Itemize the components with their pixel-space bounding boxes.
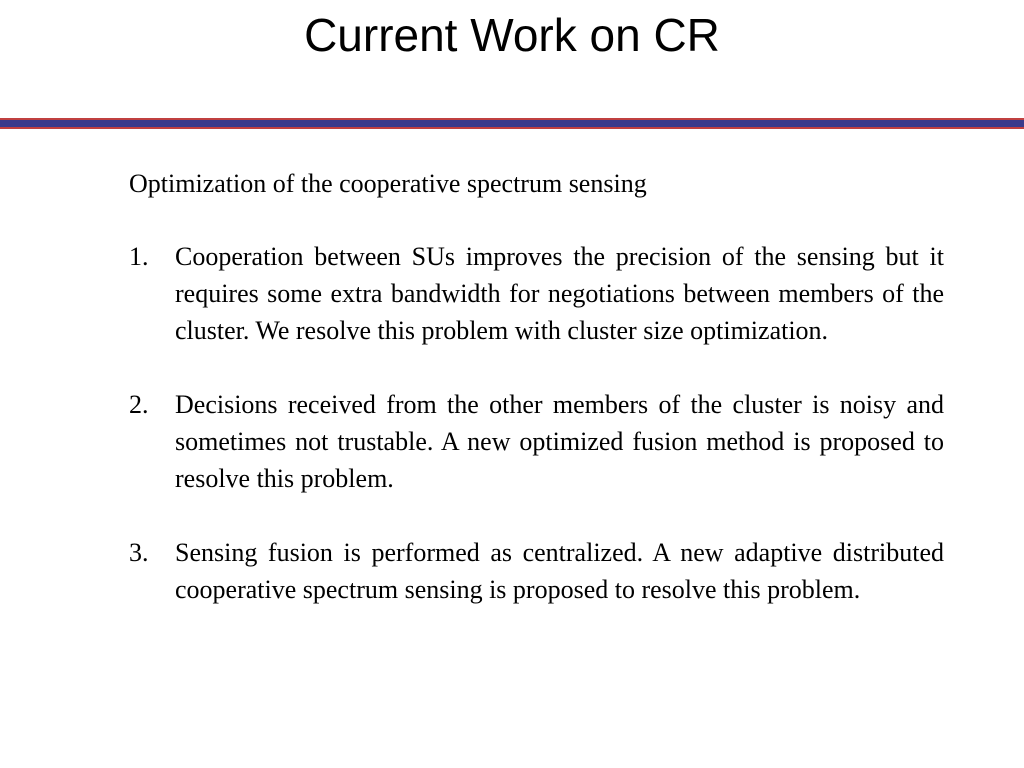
intro-text: Optimization of the cooperative spectrum sensing bbox=[129, 169, 647, 198]
list-item-text: Cooperation between SUs improves the precision of the sensing but it requires some extra bandwidth for negotiations between members of the cluster. We resolve this problem with cluster size optimization. bbox=[175, 242, 944, 345]
numbered-list bbox=[129, 238, 944, 608]
slide-body bbox=[129, 165, 944, 645]
list-item-number: 2. bbox=[129, 390, 149, 419]
divider-middle-stripe bbox=[0, 120, 1024, 127]
slide-title: Current Work on CR bbox=[304, 9, 720, 61]
list-item-number: 3. bbox=[129, 538, 149, 567]
divider-bottom-stripe bbox=[0, 127, 1024, 129]
list-item-text: Sensing fusion is performed as centralized. A new adaptive distributed cooperative spectrum sensing is proposed to resolve this problem. bbox=[175, 538, 944, 604]
list-item bbox=[129, 386, 944, 497]
list-item bbox=[129, 534, 944, 608]
list-item-number: 1. bbox=[129, 242, 149, 271]
list-item bbox=[129, 238, 944, 349]
title-divider bbox=[0, 118, 1024, 129]
list-item-text: Decisions received from the other members of the cluster is noisy and sometimes not trustable. A new optimized fusion method is proposed to resolve this problem. bbox=[175, 390, 944, 493]
